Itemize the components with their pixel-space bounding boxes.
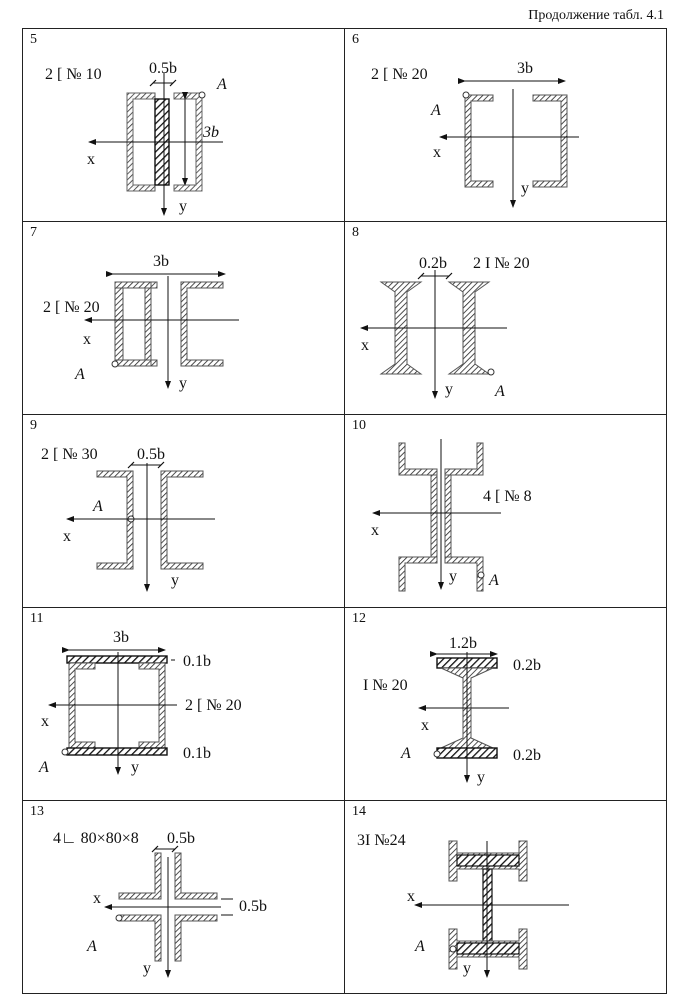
dimension-label: 3b [153,253,169,270]
dimension-label: 3b [113,629,129,646]
axis-y-label: y [463,960,471,977]
point-label: A [431,102,441,119]
point-label: A [217,76,227,93]
dimension-label: 0.5b [239,898,267,915]
dimension-label: 3b [517,60,533,77]
cell-10 [345,415,667,608]
cell-11 [23,608,345,801]
axis-x-label: x [421,717,429,734]
axis-y-label: y [445,381,453,398]
axis-y-label: y [171,572,179,589]
axis-x-label: x [63,528,71,545]
axis-y-label: y [477,769,485,786]
dimension-label: 0.5b [167,830,195,847]
cell-12 [345,608,667,801]
cell-number: 8 [352,225,359,240]
cell-8 [345,222,667,415]
dimension-label: 0.2b [513,657,541,674]
point-label: A [75,366,85,383]
dimension-label: 0.1b [183,745,211,762]
cell-number: 10 [352,418,366,433]
cell-7 [23,222,345,415]
cell-number: 6 [352,32,359,47]
axis-y-label: y [179,198,187,215]
point-label: A [415,938,425,955]
cell-number: 7 [30,225,37,240]
sections-table [22,28,667,994]
cell-6 [345,29,667,222]
axis-x-label: x [87,151,95,168]
table-caption: Продолжение табл. 4.1 [528,8,664,23]
figure-13 [23,801,356,995]
figure-9 [23,415,356,605]
point-label: A [401,745,411,762]
section-label: 4 [ № 8 [483,488,532,505]
dimension-label: 0.2b [513,747,541,764]
axis-y-label: y [131,759,139,776]
axis-y-label: y [521,180,529,197]
dimension-label: 0.5b [149,60,177,77]
section-label: 4∟ 80×80×8 [53,830,139,847]
point-label: A [495,383,505,400]
dimension-label: 0.5b [137,446,165,463]
cell-5 [23,29,345,222]
axis-y-label: y [449,568,457,585]
dimension-label: 0.1b [183,653,211,670]
axis-x-label: x [93,890,101,907]
cell-14 [345,801,667,994]
figure-12 [345,608,657,798]
section-label: 3I №24 [357,832,406,849]
figure-7 [23,222,356,408]
axis-x-label: x [41,713,49,730]
figure-8 [345,222,657,408]
dimension-label: 0.2b [419,255,447,272]
axis-y-label: y [143,960,151,977]
point-label: A [93,498,103,515]
axis-x-label: x [407,888,415,905]
cell-9 [23,415,345,608]
cell-number: 5 [30,32,37,47]
cell-number: 13 [30,804,44,819]
cell-number: 14 [352,804,366,819]
point-label: A [489,572,499,589]
section-label: 2 [ № 20 [43,299,100,316]
section-label: 2 I № 20 [473,255,530,272]
figure-5 [23,29,356,223]
section-label: 2 [ № 10 [45,66,102,83]
section-label: 2 [ № 20 [371,66,428,83]
section-label: 2 [ № 20 [185,697,242,714]
figure-14 [345,801,657,995]
figure-11 [23,608,356,798]
section-label: I № 20 [363,677,408,694]
dimension-label: 1.2b [449,635,477,652]
axis-x-label: x [83,331,91,348]
figure-6 [345,29,657,223]
section-label: 2 [ № 30 [41,446,98,463]
point-label: A [39,759,49,776]
cell-number: 12 [352,611,366,626]
dimension-label: 3b [203,124,219,141]
cell-number: 11 [30,611,44,626]
cell-number: 9 [30,418,37,433]
axis-x-label: x [371,522,379,539]
point-label: A [87,938,97,955]
axis-y-label: y [179,375,187,392]
axis-x-label: x [433,144,441,161]
cell-13 [23,801,345,994]
figure-10 [345,415,657,605]
axis-x-label: x [361,337,369,354]
